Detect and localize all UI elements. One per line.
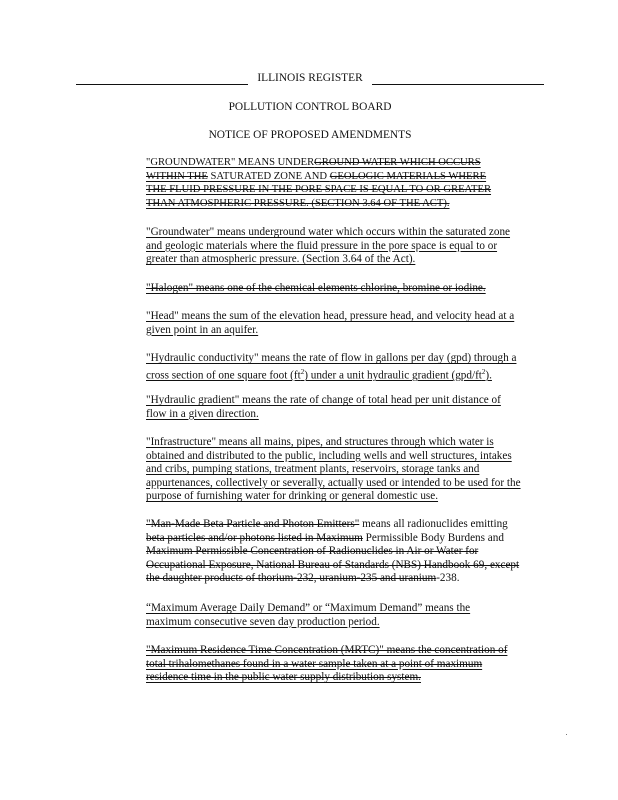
p7-line4: appurtenances, collectively or severally, actually used or intended to be used for the [146,476,521,489]
board-name: POLLUTION CONTROL BOARD [228,101,392,113]
p9-line2: maximum consecutive seven day production period. [146,615,380,628]
groundwater-caps-definition [146,156,544,210]
p7-line3: and cribs, pumping stations, treatment plants, reservoirs, storage tanks and [146,463,480,476]
p1-line1-struck: GROUND WATER WHICH OCCURS [314,157,481,168]
p2-line2: and geologic materials where the fluid pressure in the pore space is equal to or [146,239,498,252]
p8-line5-plain: -238. [436,572,460,585]
p1-line4: THAN ATMOSPHERIC PRESSURE. (SECTION 3.64 OF THE ACT). [146,197,450,209]
p4-line2: given point in an aquifer. [146,323,259,336]
p1-line1-underlined: "GROUNDWATER" MEANS UNDER [146,157,315,168]
p1-line2-struck-a: WITHIN THE [146,170,208,182]
scan-speck [566,734,567,735]
p5-line2-part-a: cross section of one square foot (ft [146,369,301,382]
p7-line1: "Infrastructure" means all mains, pipes, and structures through which water is [146,436,494,448]
p2-line3: greater than atmospheric pressure. (Section 3.64 of the Act). [146,253,416,266]
p8-line2-struck: beta particles and/or photons listed in Maximum [146,531,363,544]
p4-line1: "Head" means the sum of the elevation head, pressure head, and velocity head at a [146,310,515,322]
register-title: ILLINOIS REGISTER [257,72,363,84]
p10-line2: total trihalomethanes found in a water sample taken at a point of maximum [146,657,483,670]
mrtc-definition [146,644,544,685]
p9-line1: “Maximum Average Daily Demand” or “Maximum Demand” means the [146,602,471,614]
p5-line1: "Hydraulic conductivity" means the rate of flow in gallons per day (gpd) through a [146,352,517,364]
p5-line2 [146,366,544,383]
p10-line1: "Maximum Residence Time Concentration (MRTC)" means the concentration of [146,644,508,656]
p1-line2-underlined: SATURATED ZONE AND [207,170,330,182]
p10-line3: residence time in the public water supply distribution system. [146,671,421,684]
p5-superscript-2: 2 [481,367,486,376]
p1-line3: THE FLUID PRESSURE IN THE PORE SPACE IS EQUAL TO OR GREATER [146,184,492,196]
p8-line3-struck: Maximum Permissible Concentration of Radionuclides in Air or Water for [146,545,479,558]
p1-line2-struck-b: GEOLOGIC MATERIALS WHERE [329,170,487,182]
groundwater-definition [146,226,544,267]
p8-line1-struck: "Man-Made Beta Particle and Photon Emitters" [146,518,360,530]
infrastructure-definition [146,436,544,504]
hydraulic-gradient-definition [146,394,544,421]
p8-line1-plain: means all radionuclides emitting [359,518,508,530]
head-definition [146,310,544,337]
halogen-definition [146,282,544,296]
notice-title: NOTICE OF PROPOSED AMENDMENTS [208,129,412,141]
p2-line1: "Groundwater" means underground water which occurs within the saturated zone [146,226,511,238]
p5-superscript-1: 2 [300,367,305,376]
p8-line5-struck: the daughter products of thorium-232, uranium-235 and uranium [146,572,437,585]
hydraulic-conductivity-definition [146,352,544,383]
p7-line5: purpose of furnishing water for drinking or general domestic use. [146,490,439,503]
p7-line2: obtained and distributed to the public, including wells and well structures, intakes [146,449,512,462]
p3-line1: "Halogen" means one of the chemical elements chlorine, bromine or iodine. [146,282,486,294]
man-made-emitters-definition [146,518,544,586]
p6-line2: flow in a given direction. [146,407,259,420]
p5-line2-part-c: ). [485,369,492,382]
p6-line1: "Hydraulic gradient" means the rate of change of total head per unit distance of [146,394,501,406]
p8-line4-struck: Occupational Exposure, National Bureau of Standards (NBS) Handbook 69, except [146,558,520,571]
maximum-demand-definition [146,602,544,629]
p8-line2-plain: Permissible Body Burdens and [362,531,504,544]
p5-line2-part-b: ) under a unit hydraulic gradient (gpd/ft [304,369,482,382]
